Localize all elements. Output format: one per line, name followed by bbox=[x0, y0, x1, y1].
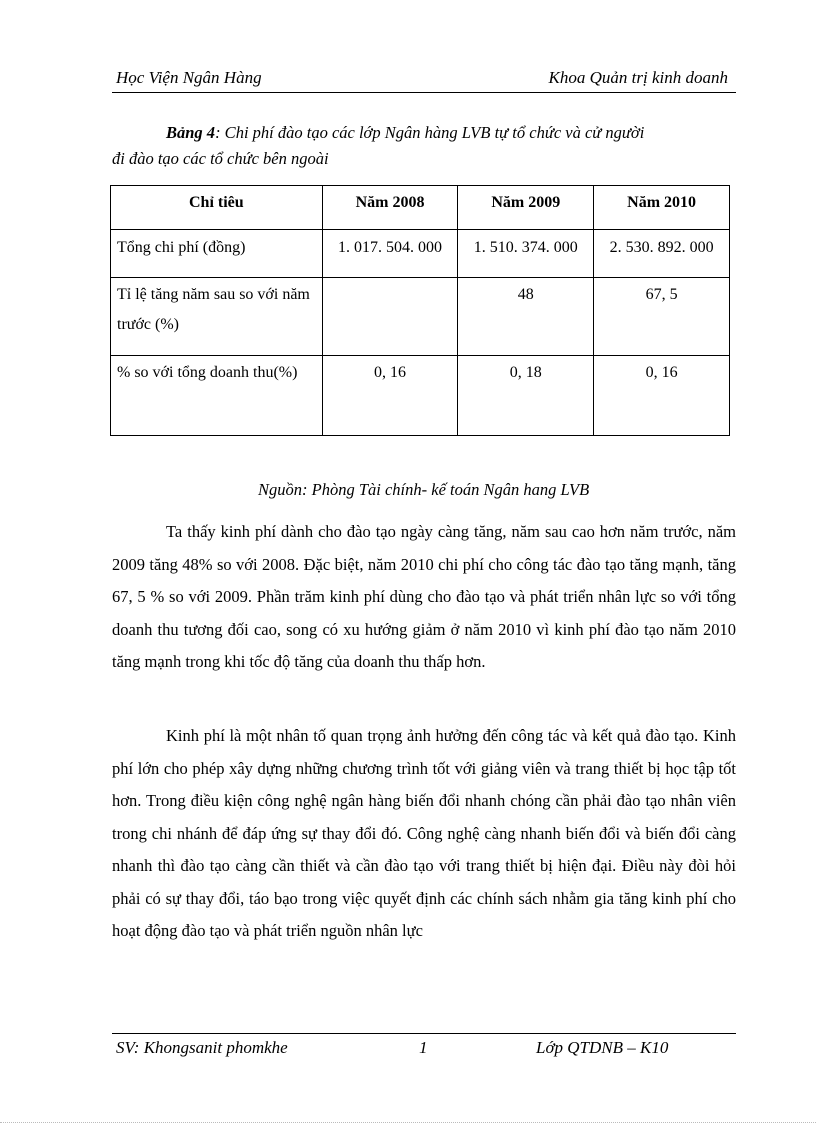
table-caption bbox=[112, 120, 736, 172]
body-paragraph: Ta thấy kinh phí dành cho đào tạo ngày càng tăng, năm sau cao hơn năm trước, năm 2009 tăng 48% so với 2008. Đặc biệt, năm 2010 chi phí cho công tác đào tạo tăng mạnh, tăng 67, 5 % so với 2009. Phần trăm kinh phí dùng cho đào tạo và phát triển nhân lực so với tổng doanh thu tương đối cao, song có xu hướng giảm ở năm 2010 vì kinh phí đào tạo năm 2010 tăng mạnh trong khi tốc độ tăng của doanh thu thấp hơn. bbox=[112, 522, 736, 671]
header-cell-2009: Năm 2009 bbox=[458, 186, 594, 230]
table-cell: 0, 18 bbox=[458, 356, 594, 436]
table-cell: 0, 16 bbox=[322, 356, 458, 436]
table-cell: 0, 16 bbox=[594, 356, 730, 436]
table-cell: 48 bbox=[458, 278, 594, 356]
footer-class: Lớp QTDNB – K10 bbox=[536, 1038, 669, 1057]
header-institution: Học Viện Ngân Hàng bbox=[116, 68, 262, 87]
table-cell bbox=[322, 278, 458, 356]
header-faculty: Khoa Quản trị kinh doanh bbox=[548, 68, 728, 87]
table-cell: 67, 5 bbox=[594, 278, 730, 356]
caption-text-1: : Chi phí đào tạo các lớp Ngân hàng LVB tự tổ chức và cử người bbox=[215, 123, 645, 142]
body-paragraph: Kinh phí là một nhân tố quan trọng ảnh hưởng đến công tác và kết quả đào tạo. Kinh phí lớn cho phép xây dựng những chương trình tốt với giảng viên và trang thiết bị học tập tốt hơn. Trong điều kiện công nghệ ngân hàng biến đổi nhanh chóng cần phải đào tạo nhân viên trong chi nhánh để đáp ứng sự thay đổi đó. Công nghệ càng nhanh biến đổi và biến đổi càng nhanh thì đào tạo càng cần thiết và cần đào tạo với trang thiết bị hiện đại. Điều này đòi hỏi phải có sự thay đổi, táo bạo trong việc quyết định các chính sách nhằm gia tăng kinh phí cho hoạt động đào tạo và phát triển nguồn nhân lực bbox=[112, 726, 736, 940]
row-label: % so với tổng doanh thu(%) bbox=[111, 356, 323, 436]
caption-line-1 bbox=[112, 120, 736, 146]
header-cell-2010: Năm 2010 bbox=[594, 186, 730, 230]
footer-author: SV: Khongsanit phomkhe bbox=[116, 1038, 288, 1057]
caption-text-2: đi đào tạo các tổ chức bên ngoài bbox=[112, 149, 329, 168]
row-label: Tổng chi phí (đồng) bbox=[111, 230, 323, 278]
table-header-row bbox=[111, 186, 730, 230]
table-row bbox=[111, 278, 730, 356]
table-source: Nguồn: Phòng Tài chính- kế toán Ngân hang LVB bbox=[258, 480, 590, 499]
table-cell: 1. 017. 504. 000 bbox=[322, 230, 458, 278]
table-row bbox=[111, 230, 730, 278]
table-cell: 1. 510. 374. 000 bbox=[458, 230, 594, 278]
table-row bbox=[111, 356, 730, 436]
header-cell-indicator: Chỉ tiêu bbox=[111, 186, 323, 230]
table-cell: 2. 530. 892. 000 bbox=[594, 230, 730, 278]
page-footer bbox=[112, 1033, 736, 1064]
page-header bbox=[112, 66, 736, 93]
cost-table bbox=[110, 185, 730, 436]
row-label: Tỉ lệ tăng năm sau so với năm trước (%) bbox=[111, 278, 323, 356]
page-number: 1 bbox=[419, 1038, 428, 1057]
caption-label: Bảng 4 bbox=[166, 123, 216, 142]
header-cell-2008: Năm 2008 bbox=[322, 186, 458, 230]
